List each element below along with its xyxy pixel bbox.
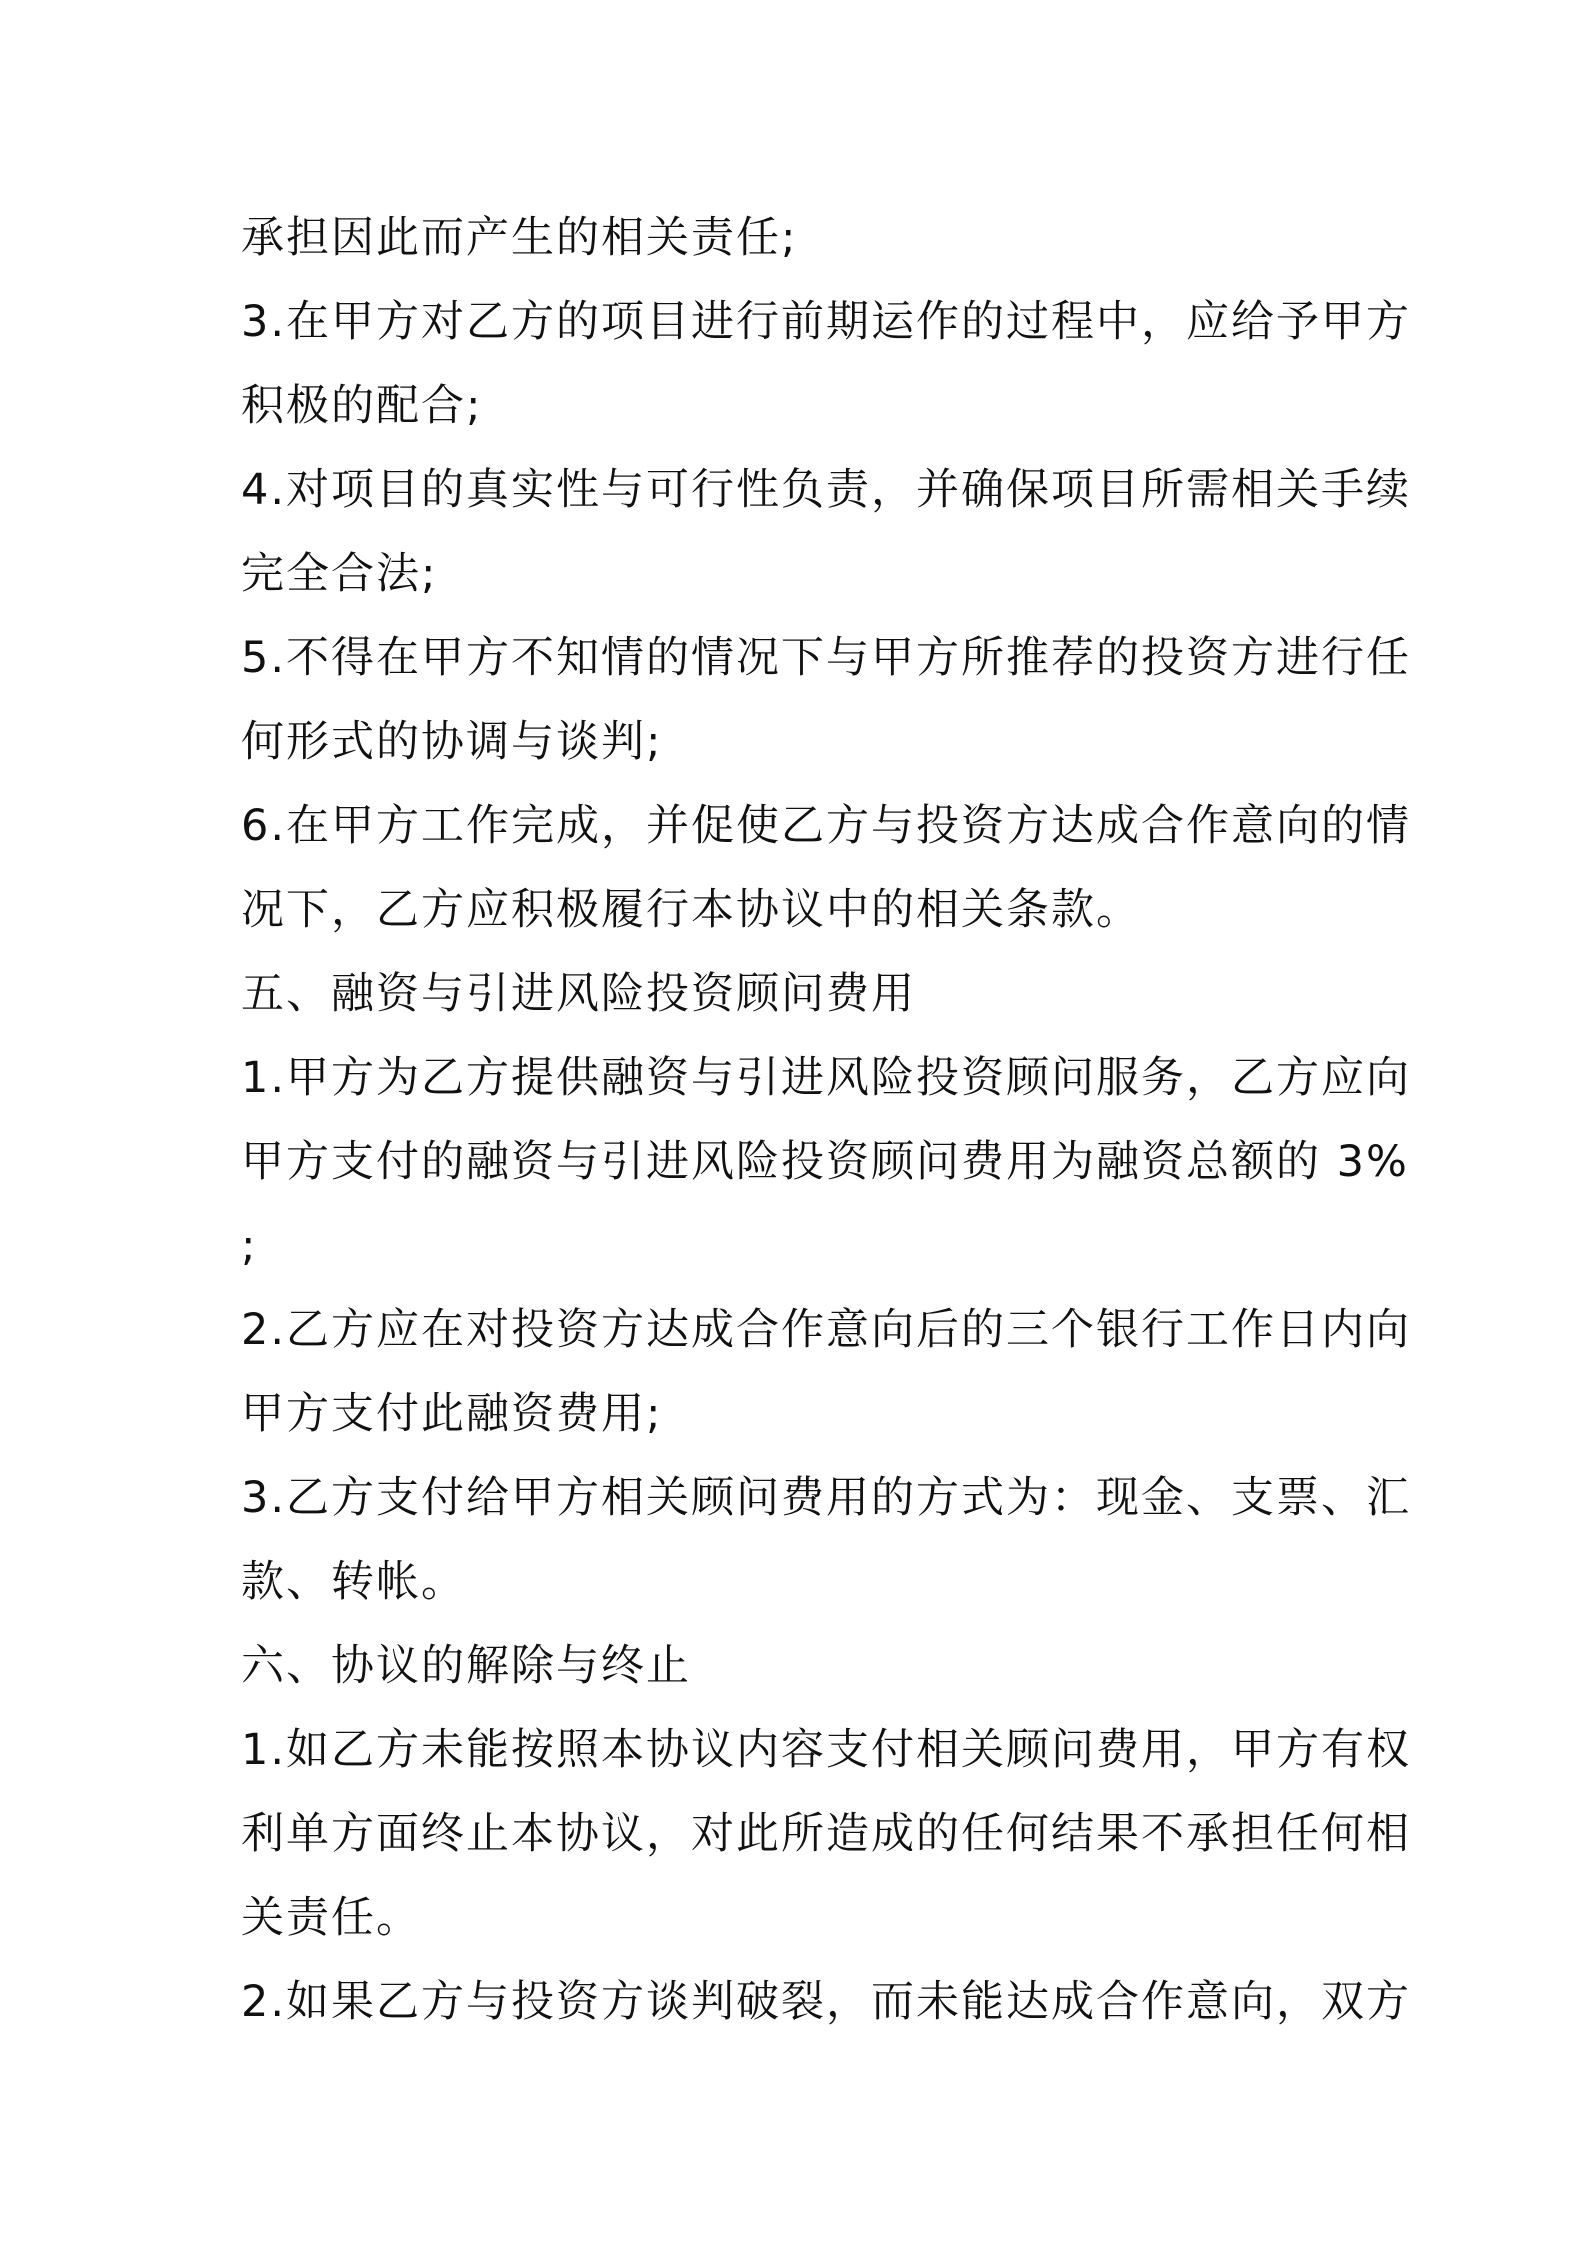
text-line: 何形式的协调与谈判;: [241, 717, 663, 767]
text-line: 积极的配合;: [241, 381, 483, 431]
text-line: ;: [241, 1221, 258, 1271]
text-line: 款、转帐。: [241, 1557, 466, 1607]
text-line: 况下，乙方应积极履行本协议中的相关条款。: [241, 885, 1141, 935]
text-line: 5.不得在甲方不知情的情况下与甲方所推荐的投资方进行任: [241, 633, 1412, 683]
section-heading: 五、融资与引进风险投资顾问费用: [241, 969, 916, 1019]
document-page: [241, 196, 1412, 2044]
text-line: 承担因此而产生的相关责任;: [241, 213, 798, 263]
section-heading: 六、协议的解除与终止: [241, 1641, 691, 1691]
text-line: 关责任。: [241, 1893, 421, 1943]
text-line: 3.乙方支付给甲方相关顾问费用的方式为：现金、支票、汇: [241, 1473, 1412, 1523]
text-line: 1.如乙方未能按照本协议内容支付相关顾问费用，甲方有权: [241, 1725, 1412, 1775]
text-line: 6.在甲方工作完成，并促使乙方与投资方达成合作意向的情: [241, 801, 1412, 851]
text-line: 2.乙方应在对投资方达成合作意向后的三个银行工作日内向: [241, 1305, 1412, 1355]
text-line: 4.对项目的真实性与可行性负责，并确保项目所需相关手续: [241, 465, 1412, 515]
text-line: 1.甲方为乙方提供融资与引进风险投资顾问服务，乙方应向: [241, 1053, 1412, 1103]
text-line: 甲方支付此融资费用;: [241, 1389, 663, 1439]
text-line: 2.如果乙方与投资方谈判破裂，而未能达成合作意向，双方: [241, 1977, 1412, 2027]
text-line: 完全合法;: [241, 549, 438, 599]
text-line: 甲方支付的融资与引进风险投资顾问费用为融资总额的 3%: [241, 1137, 1409, 1187]
text-line: 利单方面终止本协议，对此所造成的任何结果不承担任何相: [241, 1809, 1411, 1859]
text-line: 3.在甲方对乙方的项目进行前期运作的过程中，应给予甲方: [241, 297, 1412, 347]
